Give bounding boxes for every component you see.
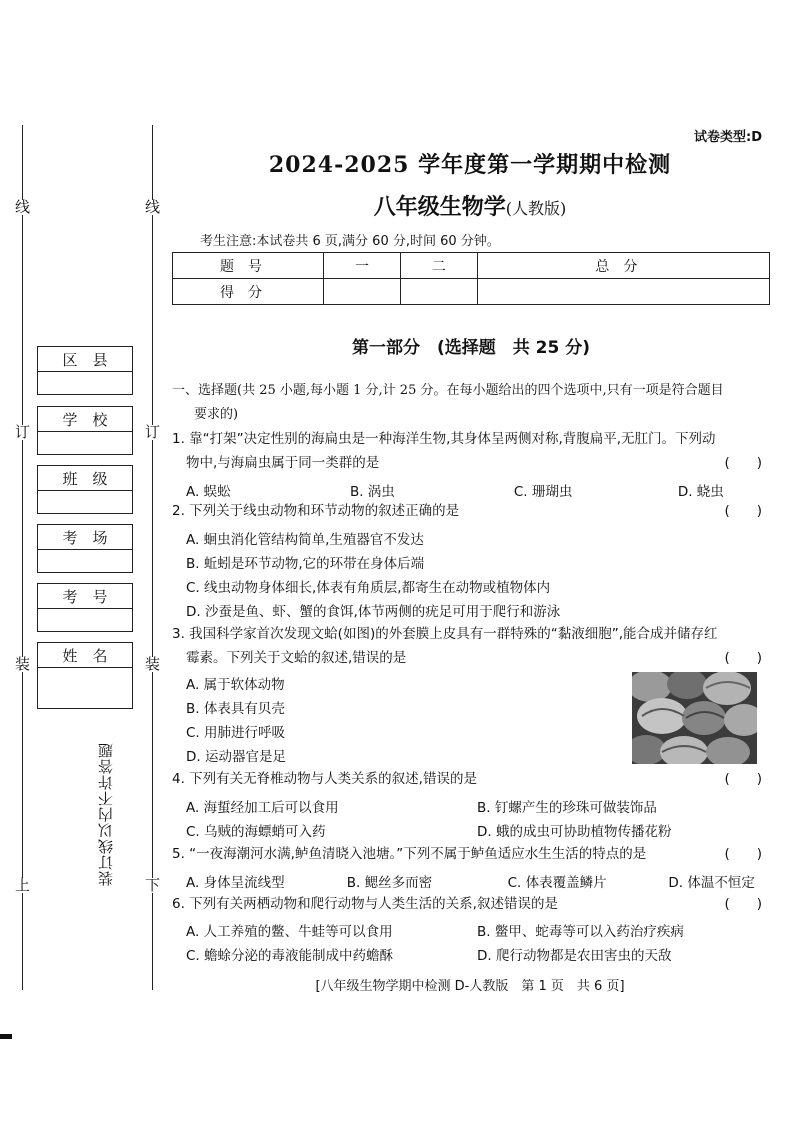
clam-photo [632, 672, 757, 764]
field-district-label: 区 县 [37, 346, 133, 371]
margin-label-zhuang-right: 装 [145, 655, 161, 673]
question-4-stem-line1 [172, 767, 770, 791]
field-exam-number-box[interactable] [37, 608, 133, 632]
exam-notice: 考生注意:本试卷共 6 页,满分 60 分,时间 60 分钟。 [200, 234, 500, 249]
question-5-option-a: A. 身体呈流线型 [186, 875, 285, 891]
field-exam-room-box[interactable] [37, 549, 133, 573]
score-table-header-row [173, 253, 770, 279]
question-4-option-d: D. 蛾的成虫可协助植物传播花粉 [477, 824, 672, 840]
question-6 [172, 892, 770, 916]
clam-photo-illustration [632, 672, 757, 764]
field-name-label: 姓 名 [37, 642, 133, 667]
question-2-option-d: D. 沙蚕是鱼、虾、蟹的食饵,体节两侧的疣足可用于爬行和游泳 [186, 604, 561, 620]
field-school [37, 406, 133, 455]
score-table-score-row [173, 279, 770, 305]
section-intro [172, 379, 770, 427]
field-school-label: 学 校 [37, 406, 133, 431]
margin-label-xia: 下 [145, 876, 161, 894]
question-3-stem-line2-text: 霉素。下列关于文蛤的叙述,错误的是 [186, 650, 407, 666]
question-3-answer-paren[interactable]: ( ) [724, 650, 762, 666]
field-class-label: 班 级 [37, 465, 133, 490]
question-1-options [186, 480, 768, 500]
binding-line-inner [152, 125, 153, 990]
question-6-options-row2 [186, 944, 768, 964]
margin-label-shang: 上 [15, 876, 31, 894]
edition-label: (人教版) [505, 199, 567, 218]
question-5 [172, 842, 770, 866]
field-exam-number [37, 583, 133, 632]
question-3-option-c: C. 用肺进行呼吸 [186, 725, 286, 741]
question-6-option-c: C. 蟾蜍分泌的毒液能制成中药蟾酥 [186, 948, 394, 964]
margin-label-xian-right: 线 [145, 198, 161, 216]
page-title: 2024-2025 学年度第一学期期中检测 [268, 152, 672, 178]
field-class [37, 465, 133, 514]
margin-label-xian-left: 线 [15, 198, 31, 216]
score-cell-part1[interactable] [324, 279, 401, 305]
question-6-answer-paren[interactable]: ( ) [724, 896, 762, 912]
question-3-stem-line1: 3. 我国科学家首次发现文蛤(如图)的外套膜上皮具有一群特殊的“黏液细胞”,能合成并储存红 [172, 626, 718, 642]
question-2-option-b: B. 蚯蚓是环节动物,它的环带在身体后端 [186, 556, 425, 572]
score-table [172, 252, 770, 305]
score-cell-label: 得分 [173, 279, 324, 305]
question-6-option-b: B. 鳖甲、蛇毒等可以入药治疗疾病 [477, 924, 684, 940]
question-1-stem-line2-text: 物中,与海扁虫属于同一类群的是 [186, 455, 380, 471]
margin-note: 装订线以内不许答题 [97, 742, 115, 886]
question-6-stem-text: 6. 下列有关两栖动物和爬行动物与人类生活的关系,叙述错误的是 [172, 896, 558, 912]
question-2-answer-paren[interactable]: ( ) [724, 503, 762, 519]
question-6-option-a: A. 人工养殖的鳖、牛蛙等可以食用 [186, 924, 393, 940]
question-4-options-row2 [186, 820, 768, 840]
field-exam-room-label: 考 场 [37, 524, 133, 549]
field-exam-room [37, 524, 133, 573]
question-6-options-row1 [186, 920, 768, 940]
question-4-option-c: C. 乌贼的海螵蛸可入药 [186, 824, 326, 840]
score-cell-header-0: 题号 [173, 253, 324, 279]
score-cell-header-2: 二 [400, 253, 477, 279]
margin-label-ding-right: 订 [145, 423, 161, 441]
question-5-stem-line1 [172, 842, 770, 866]
question-2-stem-line1 [172, 499, 770, 523]
question-4-option-a: A. 海蜇经加工后可以食用 [186, 800, 339, 816]
question-5-option-b: B. 鳃丝多而密 [346, 875, 433, 891]
question-3 [172, 622, 770, 670]
question-4-options-row1 [186, 796, 768, 816]
question-4-answer-paren[interactable]: ( ) [724, 771, 762, 787]
field-district [37, 346, 133, 395]
question-1 [172, 427, 770, 475]
question-4 [172, 767, 770, 791]
binding-line-outer [22, 125, 23, 990]
page-footer: [八年级生物学期中检测 D-人教版 第 1 页 共 6 页] [315, 979, 625, 994]
margin-label-zhuang-left: 装 [15, 655, 31, 673]
question-1-answer-paren[interactable]: ( ) [724, 455, 762, 471]
question-1-stem-line2 [172, 451, 770, 475]
question-2-stem-text: 2. 下列关于线虫动物和环节动物的叙述正确的是 [172, 503, 460, 519]
question-6-option-d: D. 爬行动物都是农田害虫的天敌 [477, 948, 672, 964]
subject-name: 八年级生物学 [373, 194, 506, 220]
question-3-option-b: B. 体表具有贝壳 [186, 701, 285, 717]
question-3-option-d: D. 运动器官是足 [186, 749, 286, 765]
question-2 [172, 499, 770, 523]
field-name [37, 642, 133, 709]
question-3-stem-line2 [172, 646, 770, 670]
question-6-stem-line1 [172, 892, 770, 916]
margin-label-ding-left: 订 [15, 423, 31, 441]
question-1-option-c: C. 珊瑚虫 [513, 484, 573, 500]
question-4-option-b: B. 钉螺产生的珍珠可做装饰品 [477, 800, 657, 816]
score-cell-part2[interactable] [400, 279, 477, 305]
question-2-option-c: C. 线虫动物身体细长,体表有角质层,都寄生在动物或植物体内 [186, 580, 551, 596]
question-3-option-a: A. 属于软体动物 [186, 677, 285, 693]
score-cell-total[interactable] [477, 279, 769, 305]
field-exam-number-label: 考 号 [37, 583, 133, 608]
field-district-box[interactable] [37, 371, 133, 395]
field-school-box[interactable] [37, 431, 133, 455]
question-4-stem-text: 4. 下列有关无脊椎动物与人类关系的叙述,错误的是 [172, 771, 477, 787]
question-5-stem-text: 5. “一夜海潮河水满,鲈鱼清晓入池塘。”下列不属于鲈鱼适应水生生活的特点的是 [172, 846, 647, 862]
question-5-answer-paren[interactable]: ( ) [724, 846, 762, 862]
question-2-option-a: A. 蛔虫消化管结构简单,生殖器官不发达 [186, 532, 424, 548]
scan-mark [0, 1034, 12, 1039]
question-5-options [186, 871, 768, 891]
section-intro-line1: 一、选择题(共 25 小题,每小题 1 分,计 25 分。在每小题给出的四个选项中,只有一项是符合题目 [172, 383, 724, 398]
field-name-box[interactable] [37, 667, 133, 709]
field-class-box[interactable] [37, 490, 133, 514]
section-intro-line2: 要求的) [194, 407, 239, 422]
question-1-option-d: D. 蛲虫 [677, 484, 724, 500]
score-cell-header-1: 一 [324, 253, 401, 279]
question-1-option-a: A. 蜈蚣 [186, 484, 231, 500]
question-1-option-b: B. 涡虫 [349, 484, 395, 500]
question-5-option-c: C. 体表覆盖鳞片 [507, 875, 607, 891]
subject-title [170, 190, 770, 221]
score-cell-header-3: 总分 [477, 253, 769, 279]
section-heading: 第一部分 (选择题 共 25 分) [351, 338, 591, 358]
paper-type: 试卷类型:D [694, 130, 762, 145]
question-1-stem-line1: 1. 靠“打架”决定性别的海扁虫是一种海洋生物,其身体呈两侧对称,背腹扁平,无肛门。下列动 [172, 431, 716, 447]
question-5-option-d: D. 体温不恒定 [668, 875, 755, 891]
